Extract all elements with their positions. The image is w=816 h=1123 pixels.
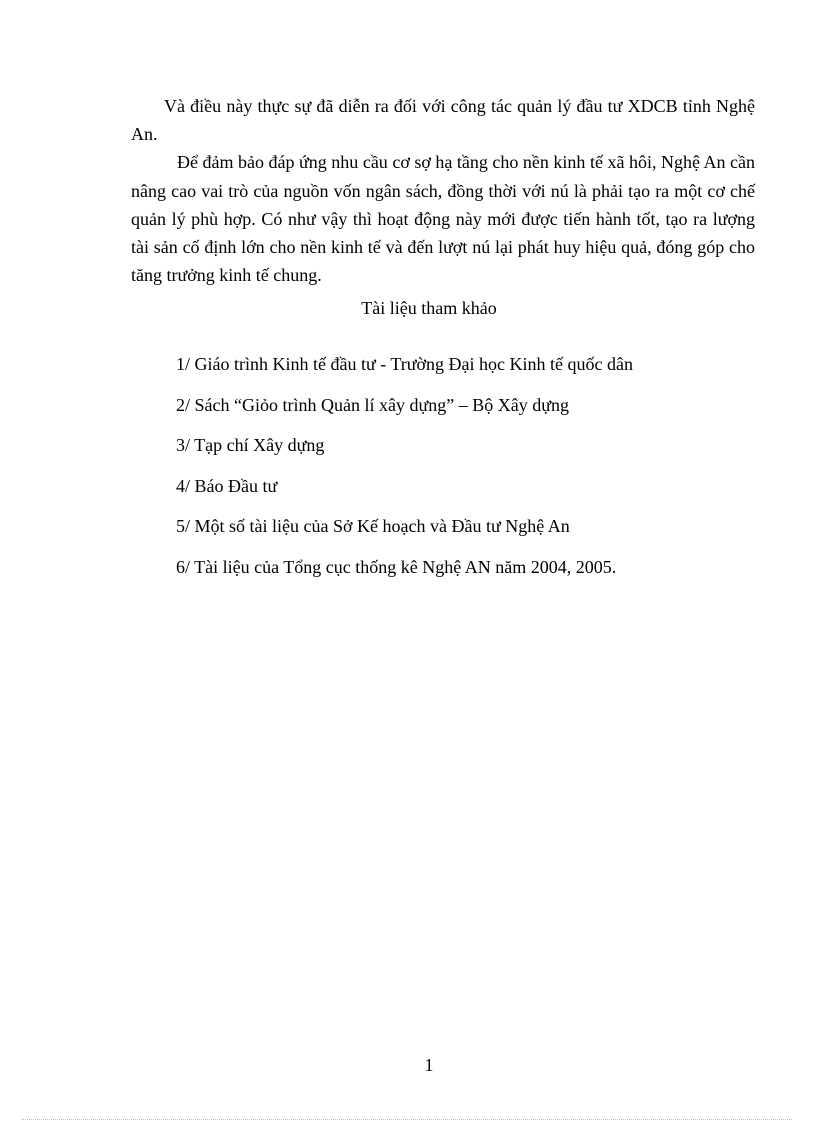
references-title: Tài liệu tham khảo — [361, 298, 497, 318]
references-list — [176, 350, 633, 594]
footer-divider — [22, 1119, 792, 1120]
reference-item-2: 2/ Sách “Giỏo trình Quản lí xây dựng” – Bộ Xây dựng — [176, 394, 569, 415]
reference-item-1: 1/ Giáo trình Kinh tế đầu tư - Trường Đại học Kinh tế quốc dân — [176, 354, 633, 374]
page-number: 1 — [424, 1055, 434, 1075]
reference-item-5: 5/ Một số tài liệu của Sở Kế hoạch và Đầu tư Nghệ An — [176, 516, 570, 537]
body-text — [131, 92, 755, 289]
reference-item-3: 3/ Tạp chí Xây dựng — [176, 435, 325, 456]
reference-item-4: 4/ Báo Đầu tư — [176, 475, 278, 496]
reference-item-6: 6/ Tài liệu của Tổng cục thống kê Nghệ AN năm 2004, 2005. — [176, 556, 617, 577]
paragraph-1: Và điều này thực sự đã diễn ra đối với công tác quản lý đầu tư XDCB tỉnh Nghệ An. — [131, 96, 755, 145]
paragraph-2: Để đảm bảo đáp ứng nhu cầu cơ sợ hạ tầng cho nền kinh tế xã hôi, Nghệ An cần nâng cao vai trò của nguồn vốn ngân sách, đồng thời với nú là phải tạo ra một cơ chế quản lý phù hợp. Có như vậy thì hoạt động này mới được tiến hành tốt, tạo ra lượng tài sản cố định lớn cho nền kinh tế và đến lượt nú lại phát huy hiệu quả, đóng góp cho tăng trưởng kinh tế chung. — [131, 152, 755, 286]
